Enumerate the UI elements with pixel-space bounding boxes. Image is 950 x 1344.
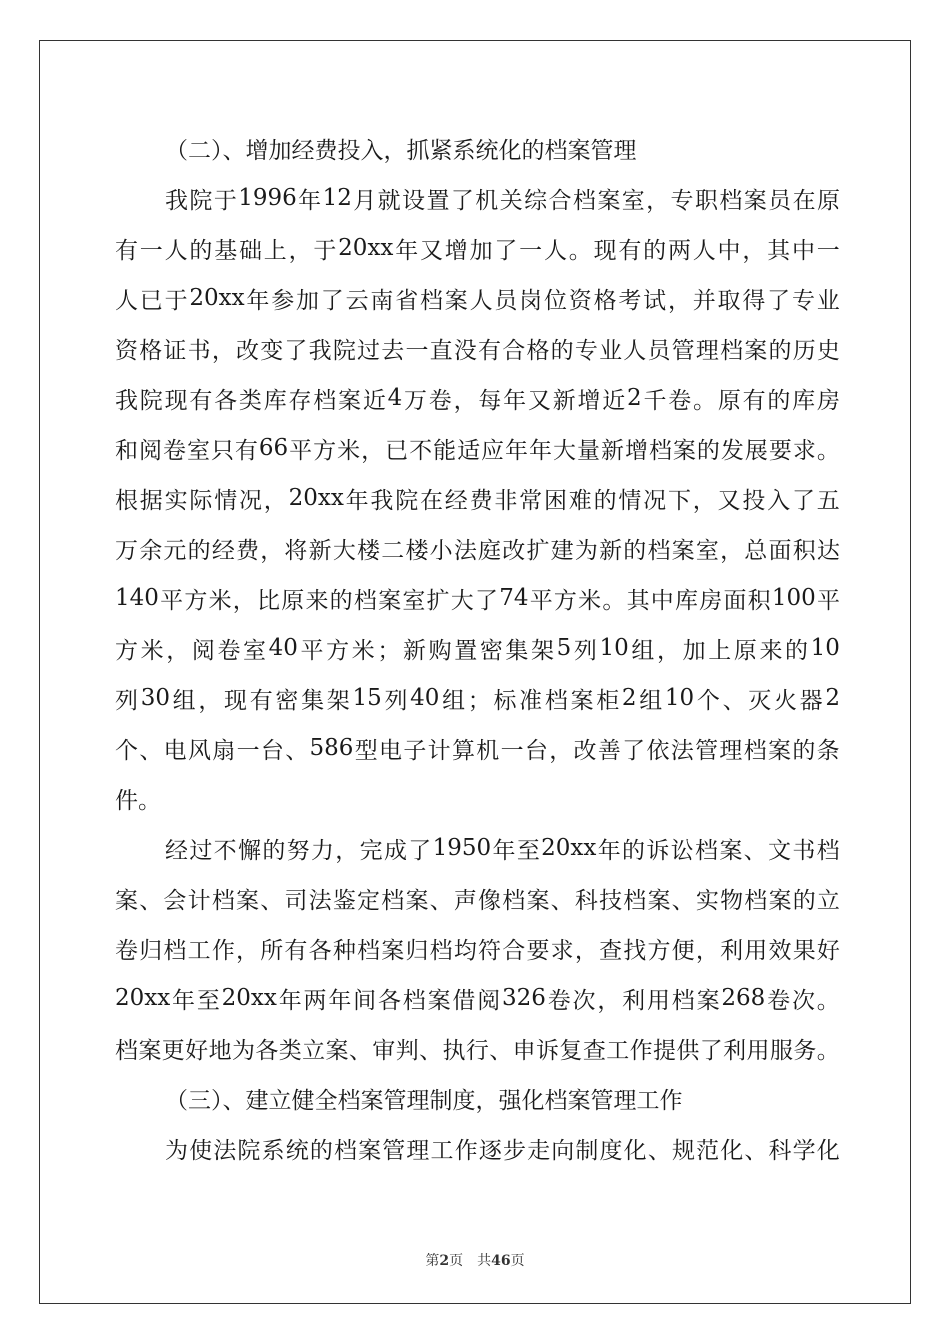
heading-section-2: （二）、增加经费投入，抓紧系统化的档案管理 [165, 137, 637, 164]
paragraph-line: 件。 [115, 787, 161, 814]
footer-suffix: 页 [510, 1253, 525, 1269]
page-footer [0, 1250, 950, 1270]
paragraph-line: 万 余 元 的 经 费 ， 将 新 大 楼 二 楼 小 法 庭 改 扩 建 为 新 的 档 案 室 ， 总 面 积 达 [115, 537, 840, 564]
paragraph-line: 我 院 现 有 各 类 库 存 档 案 近 4 万 卷 ， 每 年 又 新 增 近 2 千 卷 。 原 有 的 库 房 [115, 385, 840, 414]
paragraph-line: 根 据 实 际 情 况 ， 20xx 年 我 院 在 经 费 非 常 困 难 的 情 况 下 ， 又 投 入 了 五 [115, 485, 840, 514]
paragraph-line: 个 、 电 风 扇 一 台 、 586 型 电 子 计 算 机 一 台 ， 改 善 了 依 法 管 理 档 案 的 条 [115, 735, 840, 764]
paragraph-line: 和 阅 卷 室 只 有 66 平 方 米 ， 已 不 能 适 应 年 年 大 量 新 增 档 案 的 发 展 要 求 。 [115, 435, 840, 464]
paragraph-line: 方 米 ， 阅 卷 室 40 平 方 米 ； 新 购 置 密 集 架 5 列 10 组 ， 加 上 原 来 的 10 [115, 635, 840, 664]
paragraph-line: 卷 归 档 工 作 ， 所 有 各 种 档 案 归 档 均 符 合 要 求 ， 查 找 方 便 ， 利 用 效 果 好 [115, 937, 840, 964]
total-page-count: 46 [491, 1253, 511, 1269]
paragraph-line: 有 一 人 的 基 础 上 ， 于 20xx 年 又 增 加 了 一 人 。 现 有 的 两 人 中 ， 其 中 一 [115, 235, 840, 264]
paragraph-line: 为 使 法 院 系 统 的 档 案 管 理 工 作 逐 步 走 向 制 度 化 、 规 范 化 、 科 学 化 [165, 1137, 840, 1164]
paragraph-line: 档 案 更 好 地 为 各 类 立 案 、 审 判 、 执 行 、 申 诉 复 查 工 作 提 供 了 利 用 服 务 。 [115, 1037, 840, 1064]
paragraph-line: 列 30 组 ， 现 有 密 集 架 15 列 40 组 ； 标 准 档 案 柜 2 组 10 个 、 灭 火 器 2 [115, 685, 840, 714]
current-page-number: 2 [439, 1253, 450, 1269]
paragraph-line: 资 格 证 书 ， 改 变 了 我 院 过 去 一 直 没 有 合 格 的 专 业 人 员 管 理 档 案 的 历 史 [115, 337, 840, 364]
footer-mid: 页 共 [449, 1253, 492, 1269]
paragraph-line: 案 、 会 计 档 案 、 司 法 鉴 定 档 案 、 声 像 档 案 、 科 技 档 案 、 实 物 档 案 的 立 [115, 887, 840, 914]
paragraph-line: 我 院 于 1996 年 12 月 就 设 置 了 机 关 综 合 档 案 室 ， 专 职 档 案 员 在 原 [165, 185, 840, 214]
footer-prefix: 第 [425, 1253, 440, 1269]
paragraph-line: 20xx 年 至 20xx 年 两 年 间 各 档 案 借 阅 326 卷 次 ， 利 用 档 案 268 卷 次 。 [115, 985, 840, 1014]
paragraph-line: 140 平 方 米 ， 比 原 来 的 档 案 室 扩 大 了 74 平 方 米 。 其 中 库 房 面 积 100 平 [115, 585, 840, 614]
heading-section-3: （三）、建立健全档案管理制度，强化档案管理工作 [165, 1087, 683, 1114]
paragraph-line: 经 过 不 懈 的 努 力 ， 完 成 了 1950 年 至 20xx 年 的 诉 讼 档 案 、 文 书 档 [165, 835, 840, 864]
paragraph-line: 人 已 于 20xx 年 参 加 了 云 南 省 档 案 人 员 岗 位 资 格 考 试 ， 并 取 得 了 专 业 [115, 285, 840, 314]
